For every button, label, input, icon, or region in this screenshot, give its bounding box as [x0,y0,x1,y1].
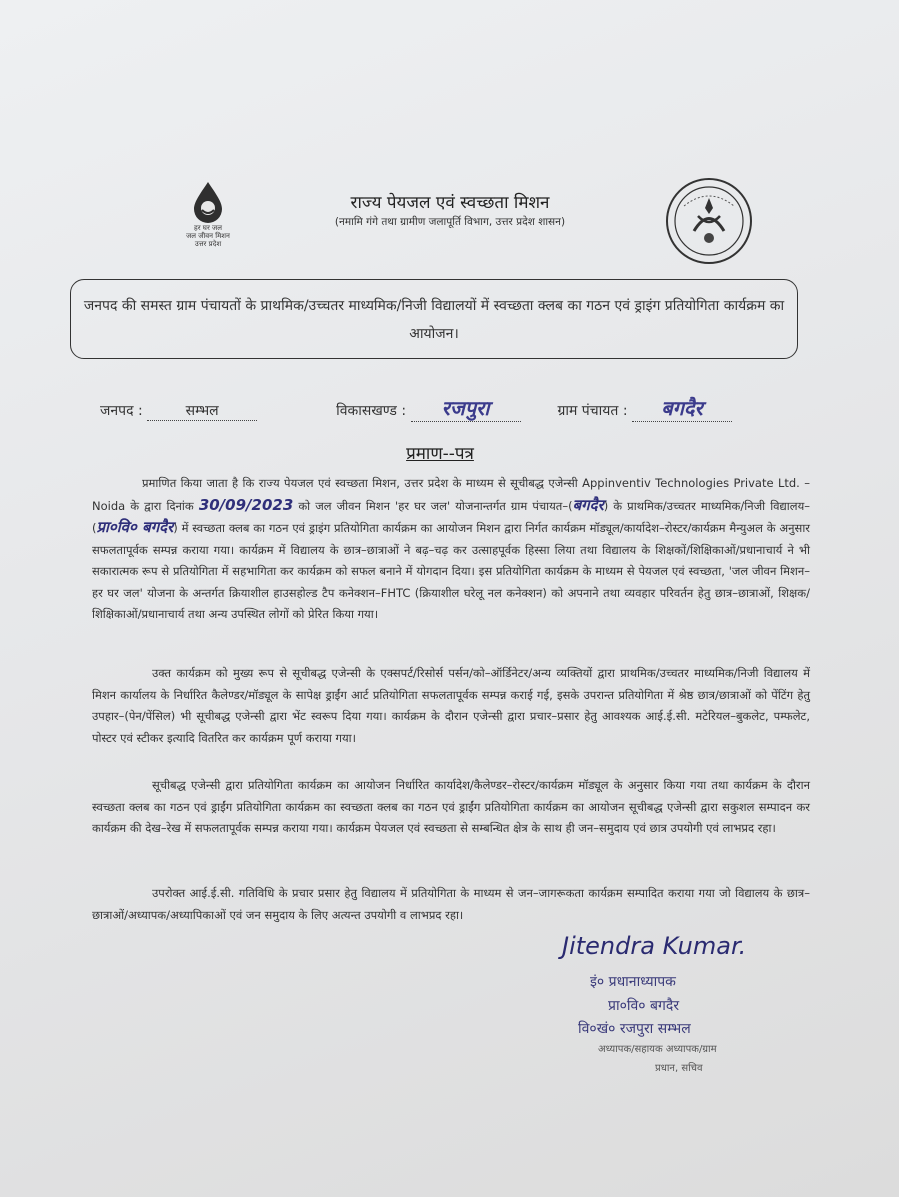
block-value: रजपुरा [411,394,521,422]
department-subtitle: (नमामि गंगे तथा ग्रामीण जलापूर्ति विभाग, उत्तर प्रदेश शासन) [334,216,566,228]
jal-jeevan-mission-logo [178,180,238,248]
certificate-title: प्रमाण--पत्र [406,444,474,464]
p1-part-a: प्रमाणित किया जाता है कि राज्य पेयजल एवं स्वच्छता मिशन, उत्तर प्रदेश के माध्यम से सूचीबद्ध एजेन्सी Appinventiv Technologies Private Ltd. – Noida के द्वारा दिनांक [92,476,810,513]
stamp-line-1: इं० प्रधानाध्यापक [590,974,676,990]
paragraph-2: उक्त कार्यक्रम को मुख्य रूप से सूचीबद्ध एजेन्सी के एक्सपर्ट/रिसोर्स पर्सन/को–ऑर्डिनेटर/अन्य व्यक्तियों द्वारा प्राथमिक/उच्चतर माध्यमिक/निजी विद्यालय में मिशन कार्यालय के निर्धारित कैलेण्डर/मॉड्यूल के सापेक्ष ड्राईंग आर्ट प्रतियोगिता सफलतापूर्वक सम्पन्न कराई गई, इसके उपरान्त प्रतियोगिता में श्रेष्ठ छात्र/छात्राओं को पेंटिंग हेतु उपहार–(पेन/पेंसिल) भी सूचीबद्ध एजेन्सी द्वारा भेंट स्वरूप दिया गया। कार्यक्रम के दौरान एजेन्सी द्वारा प्रचार–प्रसार हेतु आवश्यक आई.ई.सी. मटेरियल–बुकलेट, पम्फलेट, पोस्टर एवं स्टीकर इत्यादि वितरित कर कार्यक्रम पूर्ण कराया गया। [92,666,810,745]
stamp-line-3: वि०खं० रजपुरा सम्भल [578,1021,691,1037]
p1-part-c: ) के प्राथमिक/उच्चतर माध्यमिक/निजी विद्यालय–( [92,498,811,535]
stamp-line-4: अध्यापक/सहायक अध्यापक/ग्राम [598,1044,717,1055]
district-label: जनपद : [100,403,143,419]
stamp-line-5: प्रधान, सचिव [655,1063,703,1074]
gram-panchayat-handwritten: बगदैर [572,495,604,514]
stamp-line-2: प्रा०वि० बगदैर [608,998,680,1014]
district-value: सम्भल [147,401,257,421]
p1-part-d: ) में स्वच्छता क्लब का गठन एवं ड्राइंग प्रतियोगिता कार्यक्रम का आयोजन मिशन द्वारा निर्गत कार्यक्रम मॉड्यूल/कार्यादेश–रोस्टर/कार्यक्रम मैन्युअल के अनुसार सफलतापूर्वक सम्पन्न कराया गया। कार्यक्रम में विद्यालय के छात्र–छात्राओं ने बढ़–चढ़ कर उत्साहपूर्वक हिस्सा लिया तथा विद्यालय के शिक्षकों/शिक्षिकाओं/प्रधानाचार्य ने भी सकारात्मक रूप से प्रतियोगिता में सहभागिता कर कार्यक्रम को सफल बनाने में योगदान दिया। इस प्रतियोगिता कार्यक्रम के माध्यम से पेयजल एवं स्वच्छता, 'जल जीवन मिशन–हर घर जल' योजना के अन्तर्गत क्रियाशील हाउसहोल्ड टैप कनेक्शन–FHTC (क्रियाशील घरेलू नल कनेक्शन) को अपनाने तथा व्यवहार परिवर्तन हेतु छात्र–छात्राओं, शिक्षक/शिक्षिकाओं/प्रधानाचार्य तथा अन्य उपस्थित लोगों को प्रेरित किया गया। [92,521,811,621]
event-date: 30/09/2023 [198,495,294,514]
gram-panchayat-label: ग्राम पंचायत : [557,403,628,419]
water-drop-icon [190,180,226,224]
logo-caption-2: जल जीवन मिशन [186,232,230,240]
state-emblem-icon [664,176,754,266]
paragraph-3: सूचीबद्ध एजेन्सी द्वारा प्रतियोगिता कार्यक्रम का आयोजन निर्धारित कार्यादेश/कैलेण्डर–रोस्टर/कार्यक्रम मॉड्यूल के अनुसार किया गया तथा कार्यक्रम के दौरान स्वच्छता क्लब का गठन एवं ड्राईंग प्रतियोगिता कार्यक्रम का स्वच्छता क्लब का गठन एवं ड्राईंग प्रतियोगिता कार्यक्रम का आयोजन सूचीबद्ध एजेन्सी द्वारा सकुशल सम्पादन कर कार्यक्रम की देख–रेख में सफलतापूर्वक सम्पन्न कराया गया। कार्यक्रम पेयजल एवं स्वच्छता से सम्बन्धित क्षेत्र के साथ ही जन–समुदाय एवं छात्र उपयोगी एवं लाभप्रद रहा। [92,778,810,835]
signature: Jitendra Kumar. [562,932,747,960]
department-title: राज्य पेयजल एवं स्वच्छता मिशन [350,193,550,213]
p1-part-b: को जल जीवन मिशन 'हर घर जल' योजनान्तर्गत ग्राम पंचायत–( [298,498,573,513]
school-handwritten: प्रा०वि० बगदैर [96,518,174,536]
block-label: विकासखण्ड : [336,403,407,419]
subject-text: जनपद की समस्त ग्राम पंचायतों के प्राथमिक/उच्चतर माध्यमिक/निजी विद्यालयों में स्वच्छता क्लब का गठन एवं ड्राइंग प्रतियोगिता कार्यक्रम का आयोजन। [83,298,785,342]
uttar-pradesh-seal [664,176,754,266]
gram-panchayat-value: बगदैर [632,394,732,422]
subject-banner [70,279,798,359]
paragraph-1 [92,473,810,626]
paragraph-4: उपरोक्त आई.ई.सी. गतिविधि के प्रचार प्रसार हेतु विद्यालय में प्रतियोगिता के माध्यम से जन–जागरूकता कार्यक्रम सम्पादित कराया गया जो विद्यालय के छात्र–छात्राओं/अध्यापक/अध्यापिकाओं एवं जन समुदाय के लिए अत्यन्त उपयोगी व लाभप्रद रहा। [92,886,810,922]
logo-caption-1: हर घर जल [194,224,222,232]
logo-caption-3: उत्तर प्रदेश [194,240,222,248]
location-fields [100,394,800,422]
